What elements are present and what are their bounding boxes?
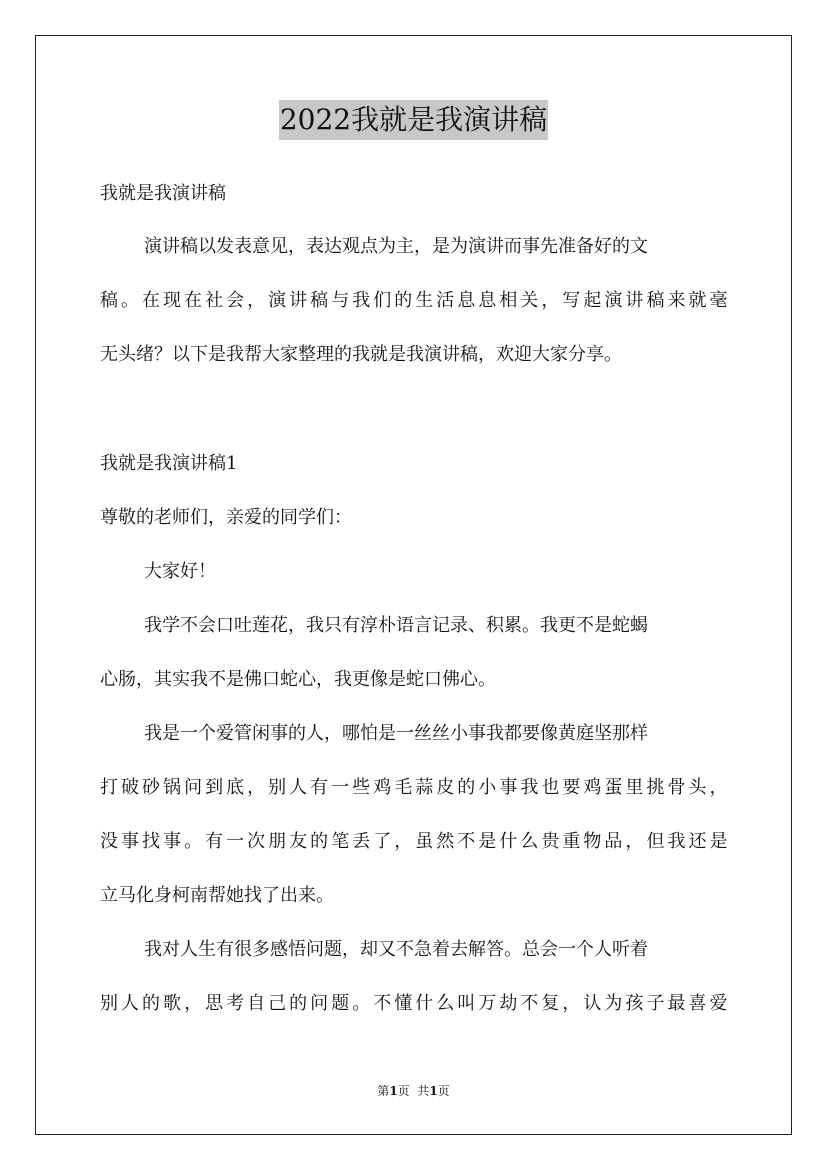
para1-line-1: 我学不会口吐莲花，我只有淳朴语言记录、积累。我更不是蛇蝎 [144, 615, 648, 636]
document-subtitle: 我就是我演讲稿 [100, 183, 226, 204]
intro-line-2: 稿。在现在社会，演讲稿与我们的生活息息相关，写起演讲稿来就毫 [100, 290, 728, 311]
salutation: 尊敬的老师们，亲爱的同学们： [100, 507, 352, 528]
intro-line-1: 演讲稿以发表意见，表达观点为主，是为演讲而事先准备好的文 [144, 236, 648, 257]
footer-page-suffix: 页 [437, 1084, 450, 1098]
section-heading: 我就是我演讲稿1 [100, 453, 238, 474]
para2-line-2: 打破砂锅问到底，别人有一些鸡毛蒜皮的小事我也要鸡蛋里挑骨头， [100, 777, 728, 798]
para3-line-1: 我对人生有很多感悟问题，却又不急着去解答。总会一个人听着 [144, 939, 648, 960]
footer-page-total: 1 [429, 1084, 438, 1098]
footer-page-number: 1 [389, 1084, 398, 1098]
document-title: 2022我就是我演讲稿 [279, 100, 548, 140]
footer-page-prefix: 第 [377, 1084, 390, 1098]
title-container [0, 100, 827, 140]
page-footer [0, 1083, 827, 1099]
para2-line-1: 我是一个爱管闲事的人，哪怕是一丝丝小事我都要像黄庭坚那样 [144, 723, 648, 744]
para2-line-3: 没事找事。有一次朋友的笔丢了，虽然不是什么贵重物品，但我还是 [100, 831, 728, 852]
intro-line-3: 无头绪？以下是我帮大家整理的我就是我演讲稿，欢迎大家分享。 [100, 344, 622, 365]
para1-line-2: 心肠，其实我不是佛口蛇心，我更像是蛇口佛心。 [100, 669, 496, 690]
para2-line-4: 立马化身柯南帮她找了出来。 [100, 885, 334, 906]
para3-line-2: 别人的歌，思考自己的问题。不懂什么叫万劫不复，认为孩子最喜爱 [100, 993, 728, 1014]
greeting: 大家好！ [144, 561, 216, 582]
footer-page-mid: 页 共 [397, 1084, 430, 1098]
